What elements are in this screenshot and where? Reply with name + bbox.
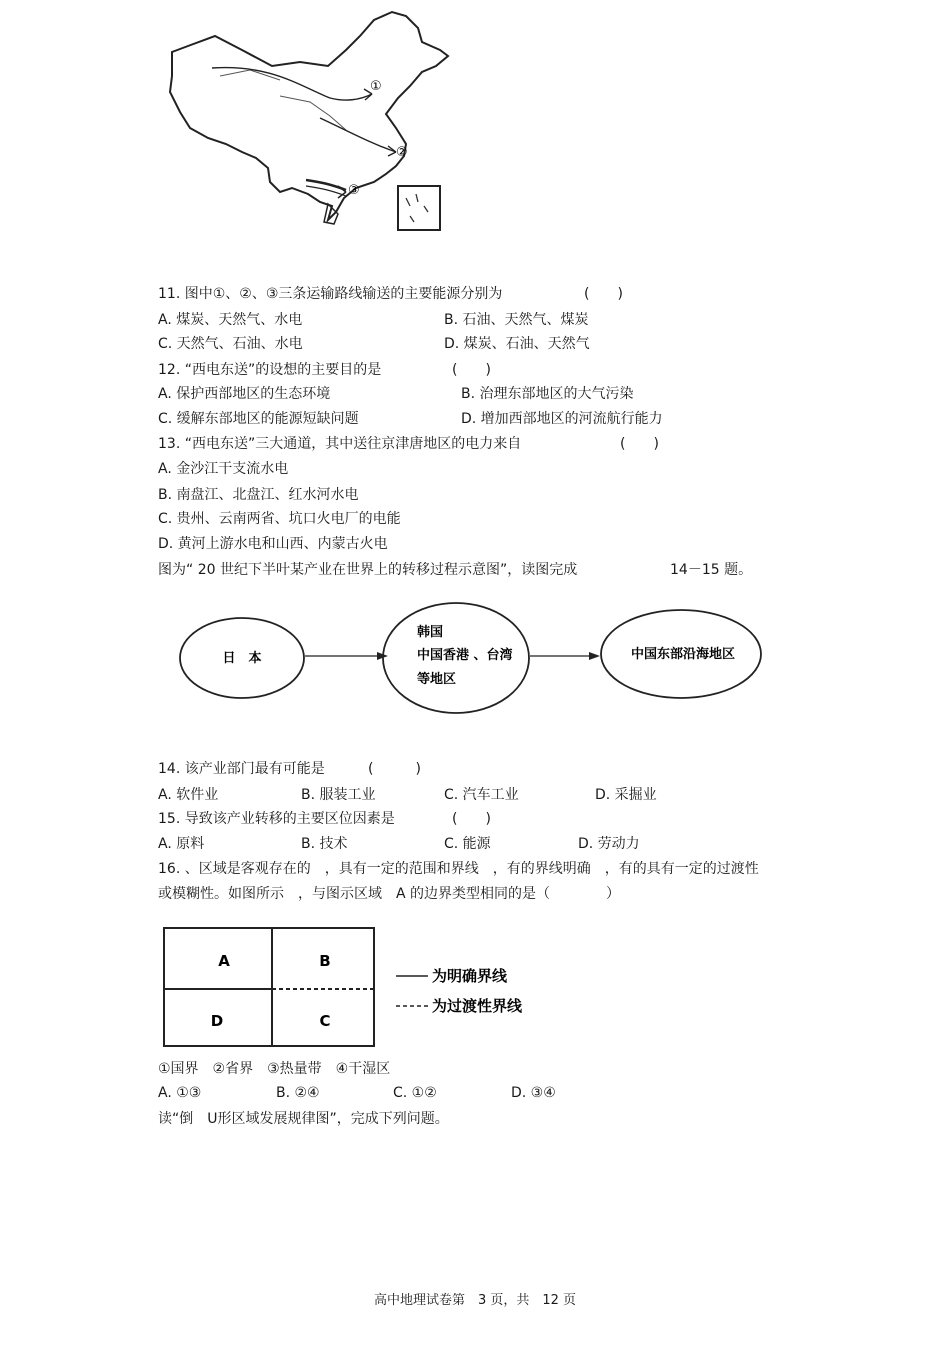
q14-option-b: B. 服装工业 xyxy=(301,787,376,803)
q11-stem: 11. 图中①、②、③三条运输路线输送的主要能源分别为 xyxy=(158,286,503,302)
route-label-3: ③ xyxy=(348,183,360,198)
q12-answer-blank: ( ) xyxy=(452,362,491,378)
route-label-2: ② xyxy=(396,145,408,160)
q14-option-a: A. 软件业 xyxy=(158,787,219,803)
intro-14-15-range: 14－15 题。 xyxy=(670,562,753,578)
legend-dashed-label: 为过渡性界线 xyxy=(432,997,523,1015)
route-label-1: ① xyxy=(370,79,382,94)
q12-option-a: A. 保护西部地区的生态环境 xyxy=(158,386,331,402)
q11-option-c: C. 天然气、石油、水电 xyxy=(158,336,303,352)
q15-option-b: B. 技术 xyxy=(301,836,348,852)
q15-option-c: C. 能源 xyxy=(444,836,491,852)
node2-line2: 中国香港 、台湾 xyxy=(417,648,513,663)
south-sea-inset xyxy=(398,186,440,230)
q16-option-a: A. ①③ xyxy=(158,1085,202,1101)
q16-stem-line2: 或模糊性。如图所示 ，与图示区域 A 的边界类型相同的是（ ） xyxy=(158,886,621,902)
node-china-east-label: 中国东部沿海地区 xyxy=(630,647,736,662)
industry-transfer-diagram xyxy=(175,596,795,720)
q15-stem: 15. 导致该产业转移的主要区位因素是 xyxy=(158,811,395,827)
boundary-grid-figure xyxy=(162,926,562,1050)
q13-option-d: D. 黄河上游水电和山西、内蒙古火电 xyxy=(158,536,388,552)
q16-option-d: D. ③④ xyxy=(511,1085,556,1101)
q14-stem: 14. 该产业部门最有可能是 xyxy=(158,761,325,777)
q13-answer-blank: ( ) xyxy=(620,436,659,452)
q16-option-b: B. ②④ xyxy=(276,1085,320,1101)
cell-d: D xyxy=(210,1012,224,1030)
q11-option-d: D. 煤炭、石油、天然气 xyxy=(444,336,590,352)
q15-option-a: A. 原料 xyxy=(158,836,205,852)
q13-option-c: C. 贵州、云南两省、坑口火电厂的电能 xyxy=(158,511,401,527)
route-2 xyxy=(320,118,396,152)
q12-option-d: D. 增加西部地区的河流航行能力 xyxy=(461,411,663,427)
route-3 xyxy=(306,180,346,190)
q15-option-d: D. 劳动力 xyxy=(578,836,640,852)
node-japan-label: 日 本 xyxy=(222,651,262,666)
legend-solid-label: 为明确界线 xyxy=(432,967,508,985)
cell-c: C xyxy=(319,1012,331,1030)
china-outline xyxy=(170,12,448,220)
cell-a: A xyxy=(218,952,230,970)
cell-b: B xyxy=(319,952,331,970)
q13-stem: 13. “西电东送”三大通道，其中送往京津唐地区的电力来自 xyxy=(158,436,522,452)
q16-stem-line1: 16. 、区域是客观存在的 ，具有一定的范围和界线 ，有的界线明确 ，有的具有一定的过渡性 xyxy=(158,861,759,877)
q11-answer-blank: ( ) xyxy=(584,286,623,302)
q14-answer-blank: ( ) xyxy=(368,761,421,777)
q12-stem: 12. “西电东送”的设想的主要目的是 xyxy=(158,362,382,378)
china-map-figure xyxy=(160,6,450,232)
q12-option-b: B. 治理东部地区的大气污染 xyxy=(461,386,634,402)
q11-option-b: B. 石油、天然气、煤炭 xyxy=(444,312,589,328)
node2-line3: 等地区 xyxy=(417,672,457,687)
page-footer: 高中地理试卷第 3 页，共 12 页 xyxy=(373,1293,577,1308)
q13-option-b: B. 南盘江、北盘江、红水河水电 xyxy=(158,487,359,503)
q13-option-a: A. 金沙江干支流水电 xyxy=(158,461,289,477)
q15-answer-blank: ( ) xyxy=(452,811,491,827)
node2-line1: 韩国 xyxy=(417,625,444,640)
q16-items: ①国界 ②省界 ③热量带 ④干湿区 xyxy=(158,1061,391,1077)
q14-option-c: C. 汽车工业 xyxy=(444,787,519,803)
q16-option-c: C. ①② xyxy=(393,1085,437,1101)
intro-14-15: 图为“ 20 世纪下半叶某产业在世界上的转移过程示意图”，读图完成 xyxy=(158,562,578,578)
q12-option-c: C. 缓解东部地区的能源短缺问题 xyxy=(158,411,359,427)
q14-option-d: D. 采掘业 xyxy=(595,787,657,803)
closing-instruction: 读“倒 U形区域发展规律图”，完成下列问题。 xyxy=(158,1111,449,1127)
q11-option-a: A. 煤炭、天然气、水电 xyxy=(158,312,303,328)
